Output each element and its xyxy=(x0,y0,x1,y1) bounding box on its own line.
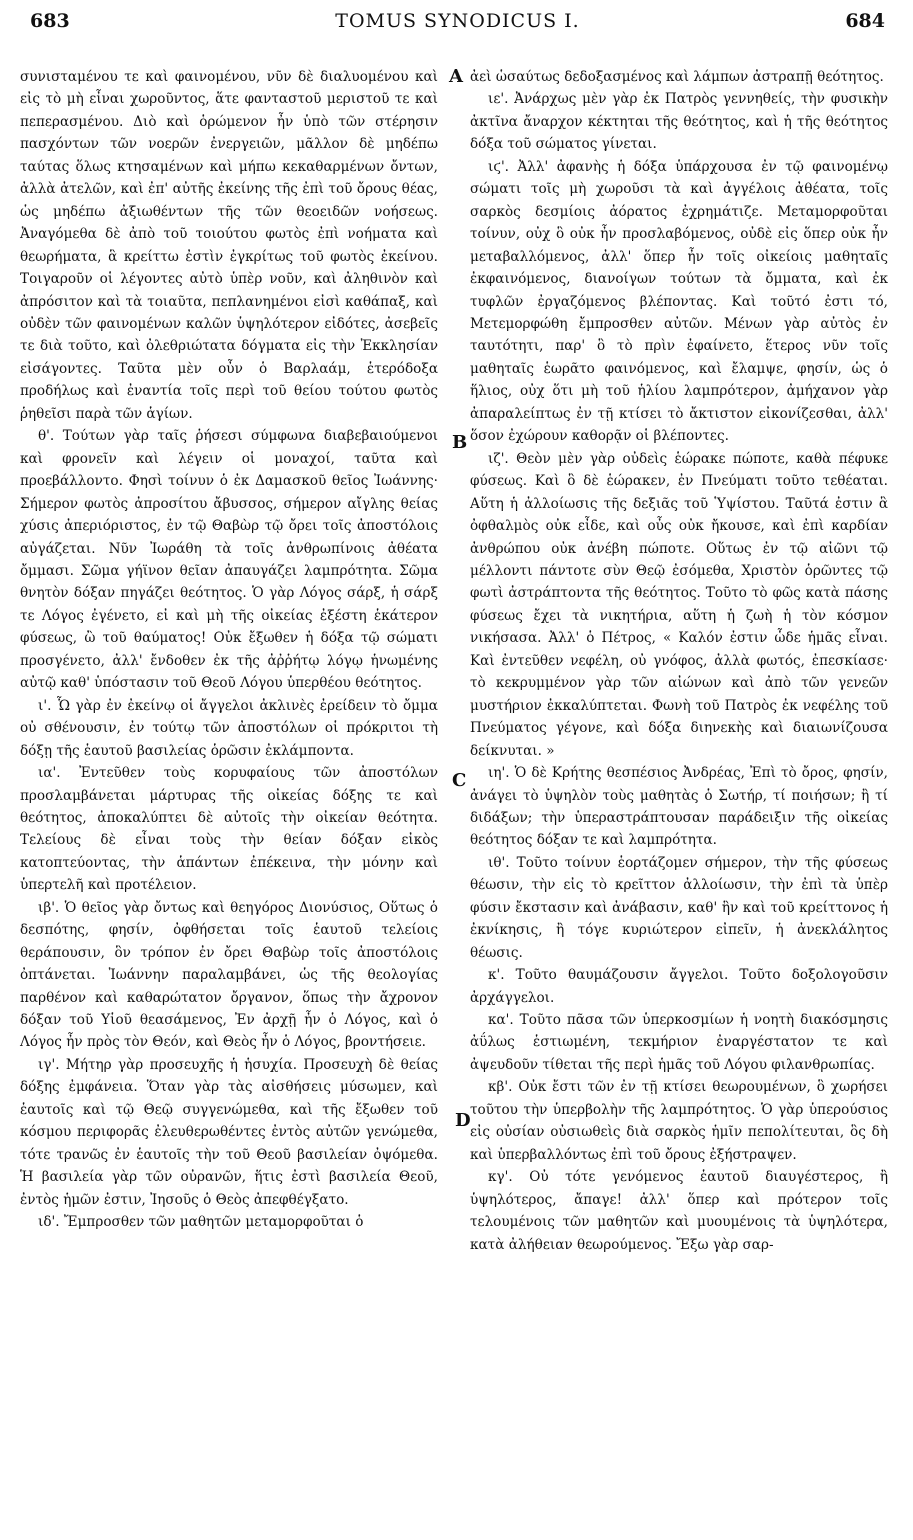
page-number-left: 683 xyxy=(30,10,70,32)
margin-marker-d: D xyxy=(455,1110,471,1131)
left-column xyxy=(20,66,438,1234)
paragraph: ἀεὶ ὡσαύτως δεδοξασμένος καὶ λάμπων ἀστραπῇ θεότητος. xyxy=(470,69,884,85)
paragraph: ιζ'. Θεὸν μὲν γὰρ οὐδεὶς ἑώρακε πώποτε, καθὰ πέφυκε φύσεως. Καὶ ὃ δὲ ἑώρακεν, ἐν Πνεύματι τοῦτο τεθέαται. Αὕτη ἡ ἀλλοίωσις τῆς δεξιᾶς τοῦ Ὑψίστου. Ταῦτά ἐστιν ἃ ὀφθαλμὸς οὐκ εἶδε, καὶ οὖς οὐκ ἤκουσε, καὶ ἐπὶ καρδίαν ἀνθρώπου οὐκ ἀνέβη πώποτε. Οὕτως ἐν τῷ αἰῶνι τῷ μέλλοντι πάντοτε σὺν Θεῷ ἐσόμεθα, Χριστὸν ὁρῶντες τῷ φωτὶ ἀστράπτοντα τῆς θεότητος. Τοῦτο τὸ φῶς κατὰ πάσης φύσεως ἔχει τὰ νικητήρια, αὕτη ἡ ζωὴ ἡ τὸν κόσμον νικήσασα. Ἀλλ' ὁ Πέτρος, « Καλόν ἐστιν ὧδε ἡμᾶς εἶναι. Καὶ ἐντεῦθεν νεφέλη, οὐ γνόφος, ἀλλὰ φωτός, ἐπεσκίασε· τὸ κεκρυμμένον γὰρ τῶν αἰώνων καὶ ἀπὸ τῶν γενεῶν μυστήριον ἐκκαλύπτεται. Φωνὴ τοῦ Πατρὸς ἐκ νεφέλης τοῦ Πνεύματος γέγονε, καὶ δόξα διηνεκὴς καὶ διαιωνίζουσα δείκνυται. » xyxy=(470,450,888,759)
page-number-right: 684 xyxy=(845,10,885,32)
paragraph: συνισταμένου τε καὶ φαινομένου, νῦν δὲ διαλυομένου καὶ εἰς τὸ μὴ εἶναι χωροῦντος, ἅτε φανταστοῦ μεριστοῦ τε καὶ πεπερασμένου. Διὸ καὶ ὁρώμενον ἦν ὑπὸ τῶν στέρησιν πασχόντων τῶν νοερῶν ἐνεργειῶν, μᾶλλον δὲ μηδέπω ταύτας ὅλως κτησαμένων καὶ μήπω κεκαθαρμένων ὄντων, ἀλλὰ ἀτελῶν, καὶ ἐπ' αὐτῆς ἐκείνης τῆς ἐπὶ τοῦ ὄρους θέας, ὡς μηδέπω ἀξιωθέντων τῆς τῶν θεοειδῶν νοήσεως. Ἀναγόμεθα δὲ ἀπὸ τοῦ τοιούτου φωτὸς ἐπὶ νοήματα καὶ θεωρήματα, ἃ κρείττω ἐστὶν ἐγκρίτως τοῦ φωτὸς ἐκείνου. Τοιγαροῦν οἱ λέγοντες αὐτὸ ὑπὲρ νοῦν, καὶ ἀληθινὸν καὶ ἀπρόσιτον καὶ τὰ τοιαῦτα, πεπλανημένοι εἰσὶ καθάπαξ, καὶ οὐδὲν τῶν φαινομένων καλῶν ὑψηλότερον εἰδότες, ἀσεβεῖς τε διὰ τοῦτο, καὶ ὀλεθριώτατα δόγματα εἰς τὴν Ἐκκλησίαν εἰσάγοντες. Ταῦτα μὲν οὖν ὁ Βαρλαάμ, ἑτερόδοξα προδήλως καὶ ἐναντία τοῖς περὶ τοῦ θείου τούτου φωτὸς ῥηθεῖσι παρὰ τῶν ἁγίων. xyxy=(20,69,438,422)
margin-marker-b: B xyxy=(452,432,468,453)
paragraph: ιϛ'. Ἀλλ' ἀφανὴς ἡ δόξα ὑπάρχουσα ἐν τῷ φαινομένῳ σώματι τοῖς μὴ χωροῦσι τὰ καὶ ἀγγέλοις ἀθέατα, τοῖς σαρκὸς δεσμίοις ἀόρατος ἐχρημάτιζε. Μεταμορφοῦται τοίνυν, οὐχ ὃ οὐκ ἦν προσλαβόμενος, οὐδὲ εἰς ὅπερ οὐκ ἦν μεταβαλλόμενος, ἀλλ' ὅπερ ἦν τοῖς οἰκείοις μαθηταῖς ἐκφαινόμενος, διανοίγων τούτων τὰ ὄμματα, καὶ ἐκ τυφλῶν ἐργαζόμενος βλέποντας. Καὶ τοῦτό ἐστι τό, Μετεμορφώθη ἔμπροσθεν αὐτῶν. Μένων γὰρ αὐτὸς ἐν ταυτότητι, παρ' ὃ τὸ πρὶν ἐφαίνετο, ἕτερος νῦν τοῖς μαθηταῖς ἑωρᾶτο φαινόμενος, καὶ ἔλαμψε, φησίν, ὡς ὁ ἥλιος, οὐχ ὅτι μὴ τοῦ ἡλίου λαμπρότερον, ἀμήχανον γὰρ ἀπαραλείπτως ἐν τῇ κτίσει τὸ ἄκτιστον εἰκονίζεσθαι, ἀλλ' ὅσον ἐχώρουν καθορᾷν οἱ βλέποντες. xyxy=(470,158,888,445)
paragraph: κβ'. Οὐκ ἔστι τῶν ἐν τῇ κτίσει θεωρουμένων, ὃ χωρήσει τοῦτου τὴν ὑπερβολὴν τῆς λαμπρότητος. Ὁ γὰρ ὑπερούσιος εἰς οὐσίαν οὐσιωθεὶς διὰ σαρκὸς ἡμῖν πεπολίτευται, ὃς δὴ καὶ ὑπερβαλλόντως ἐπὶ τοῦ ὄρους ἐξήστραψεν. xyxy=(470,1079,888,1163)
paragraph: ιγ'. Μήτηρ γὰρ προσευχῆς ἡ ἡσυχία. Προσευχὴ δὲ θείας δόξης ἐμφάνεια. Ὅταν γὰρ τὰς αἰσθήσεις μύσωμεν, καὶ ἑαυτοῖς καὶ τῷ Θεῷ συγγενώμεθα, καὶ τῆς ἔξωθεν τοῦ κόσμου περιφορᾶς ἐλευθερωθέντες ἐντὸς αὐτῶν γενώμεθα, τότε τρανῶς ἐν ἑαυτοῖς τὴν τοῦ Θεοῦ βασιλείαν ὀψόμεθα. Ἡ βασιλεία γὰρ τῶν οὐρανῶν, ἥτις ἐστὶ βασιλεία Θεοῦ, ἐντὸς ἡμῶν ἐστιν, Ἰησοῦς ὁ Θεὸς ἀπεφθέγξατο. xyxy=(20,1056,438,1208)
paragraph: κ'. Τοῦτο θαυμάζουσιν ἄγγελοι. Τοῦτο δοξολογοῦσιν ἀρχάγγελοι. xyxy=(470,967,888,1006)
paragraph: κγ'. Οὐ τότε γενόμενος ἑαυτοῦ διαυγέστερος, ἢ ὑψηλότερος, ἄπαγε! ἀλλ' ὅπερ καὶ πρότερον τοῖς τελουμένοις τῶν μαθητῶν καὶ μυουμένοις τὰ ὑψηλότερα, κατὰ ἀλήθειαν θεωρούμενος. Ἔξω γὰρ σαρ- xyxy=(470,1169,888,1253)
paragraph: θ'. Τούτων γὰρ ταῖς ῥήσεσι σύμφωνα διαβεβαιούμενοι καὶ φρονεῖν καὶ λέγειν οἱ μοναχοί, ταῦτα καὶ προεβάλλοντο. Φησὶ τοίνυν ὁ ἐκ Δαμασκοῦ θεῖος Ἰωάννης· Σήμερον φωτὸς ἀπροσίτου ἄβυσσος, σήμερον αἴγλης θείας χύσις ἀπεριόριστος, ἐν τῷ Θαβὼρ τῷ ὄρει τοῖς ἀποστόλοις αὐγάζεται. Νῦν Ἰωράθη τὰ τοῖς ἀνθρωπίνοις ἀθέατα ὄμμασι. Σῶμα γήϊνον θεῖαν ἀπαυγάζει λαμπρότητα. Σῶμα θνητὸν δόξαν πηγάζει θεότητος. Ὁ γὰρ Λόγος σάρξ, ἡ σάρξ τε Λόγος ἐγένετο, εἰ καὶ μὴ τῆς οἰκείας ἐξέστη ἑκάτερον φύσεως, ὢ τοῦ θαύματος! Οὐκ ἔξωθεν ἡ δόξα τῷ σώματι προσγένετο, ἀλλ' ἔνδοθεν ἐκ τῆς ἀῤῥήτῳ λόγῳ ἡνωμένης αὐτῷ καθ' ὑπόστασιν τοῦ Θεοῦ Λόγου ὑπερθέου θεότητος. xyxy=(20,428,438,692)
paragraph: ια'. Ἐντεῦθεν τοὺς κορυφαίους τῶν ἀποστόλων προσλαμβάνεται μάρτυρας τῆς οἰκείας δόξης τε καὶ θεότητος, ἀποκαλύπτει δὲ αὐτοῖς τὴν οἰκείαν θεότητα. Τελείους δὲ εἶναι τοὺς τὴν θείαν δόξαν εἰκὸς κατοπτεύοντας, τὴν ἁπάντων ἐπέκεινα, τὴν μόνην καὶ ὑπερτελῆ καὶ προτέλειον. xyxy=(20,765,438,894)
paragraph: κα'. Τοῦτο πᾶσα τῶν ὑπερκοσμίων ἡ νοητὴ διακόσμησις ἀΰλως ἑστιωμένη, τεκμήριον ἐναργέστατον τε καὶ ἀψευδοῦν τίθεται τῆς περὶ ἡμᾶς τοῦ Λόγου φιλανθρωπίας. xyxy=(470,1012,888,1073)
margin-marker-c: C xyxy=(452,770,467,791)
paragraph: ιη'. Ὁ δὲ Κρήτης θεσπέσιος Ἀνδρέας, Ἐπὶ τὸ ὄρος, φησίν, ἀνάγει τὸ ὑψηλὸν τοὺς μαθητὰς ὁ Σωτήρ, τί ποιήσων; ἢ τί διδάξων; τὴν ὑπεραστράπτουσαν παράδειξιν τῆς οἰκείας θεότητος δόξαν τε καὶ λαμπρότητα. xyxy=(470,765,888,849)
page-header xyxy=(30,10,885,40)
paragraph: ιε'. Ἀνάρχως μὲν γὰρ ἐκ Πατρὸς γεννηθείς, τὴν φυσικὴν ἀκτῖνα ἄναρχον κέκτηται τῆς θεότητος, καὶ ἡ τῆς θεότητος δόξα τοῦ σώματος γίνεται. xyxy=(470,91,888,153)
paragraph: ιθ'. Τοῦτο τοίνυν ἑορτάζομεν σήμερον, τὴν τῆς φύσεως θέωσιν, τὴν εἰς τὸ κρεῖττον ἀλλοίωσιν, τὴν ἐπὶ τὰ ὑπὲρ φύσιν ἔκστασιν καὶ ἀνάβασιν, καθ' ἣν καὶ τοῦ κρείττονος ἡ ἐκνίκησις, ἢ τόγε κυριώτερον εἰπεῖν, ἡ ἀνεκλάλητος θέωσις. xyxy=(470,854,888,961)
running-title: TOMUS SYNODICUS I. xyxy=(335,10,580,32)
paragraph: ιβ'. Ὁ θεῖος γὰρ ὄντως καὶ θεηγόρος Διονύσιος, Οὕτως ὁ δεσπότης, φησίν, ὀφθήσεται τοῖς ἑαυτοῦ τελείοις θεράπουσιν, ὃν τρόπον ἐν ὄρει Θαβὼρ τοῖς ἀποστόλοις ὀπτάνεται. Ἰωάννην παραλαμβάνει, ὡς τῆς θεολογίας παρθένον καὶ καθαρώτατον ὄργανον, ὅπως τὴν ἄχρονον δόξαν τοῦ Υἱοῦ θεασάμενος, Ἐν ἀρχῇ ἦν ὁ Λόγος, καὶ ὁ Λόγος ἦν πρὸς τὸν Θεόν, καὶ Θεὸς ἦν ὁ Λόγος, βροντήσειε. xyxy=(20,899,438,1051)
margin-marker-a: A xyxy=(449,66,463,87)
paragraph: ιδ'. Ἔμπροσθεν τῶν μαθητῶν μεταμορφοῦται ὁ xyxy=(38,1214,364,1231)
right-column xyxy=(470,66,888,1256)
paragraph: ι'. Ὧ γὰρ ἐν ἐκείνῳ οἱ ἄγγελοι ἀκλινὲς ἐρείδειν τὸ ὄμμα οὐ σθένουσιν, ἐν τούτῳ τῶν ἀποστόλων οἱ πρόκριτοι τὴ δόξῃ τῆς ἑαυτοῦ βασιλείας ὁρῶσιν ἐκλάμποντα. xyxy=(20,697,438,759)
